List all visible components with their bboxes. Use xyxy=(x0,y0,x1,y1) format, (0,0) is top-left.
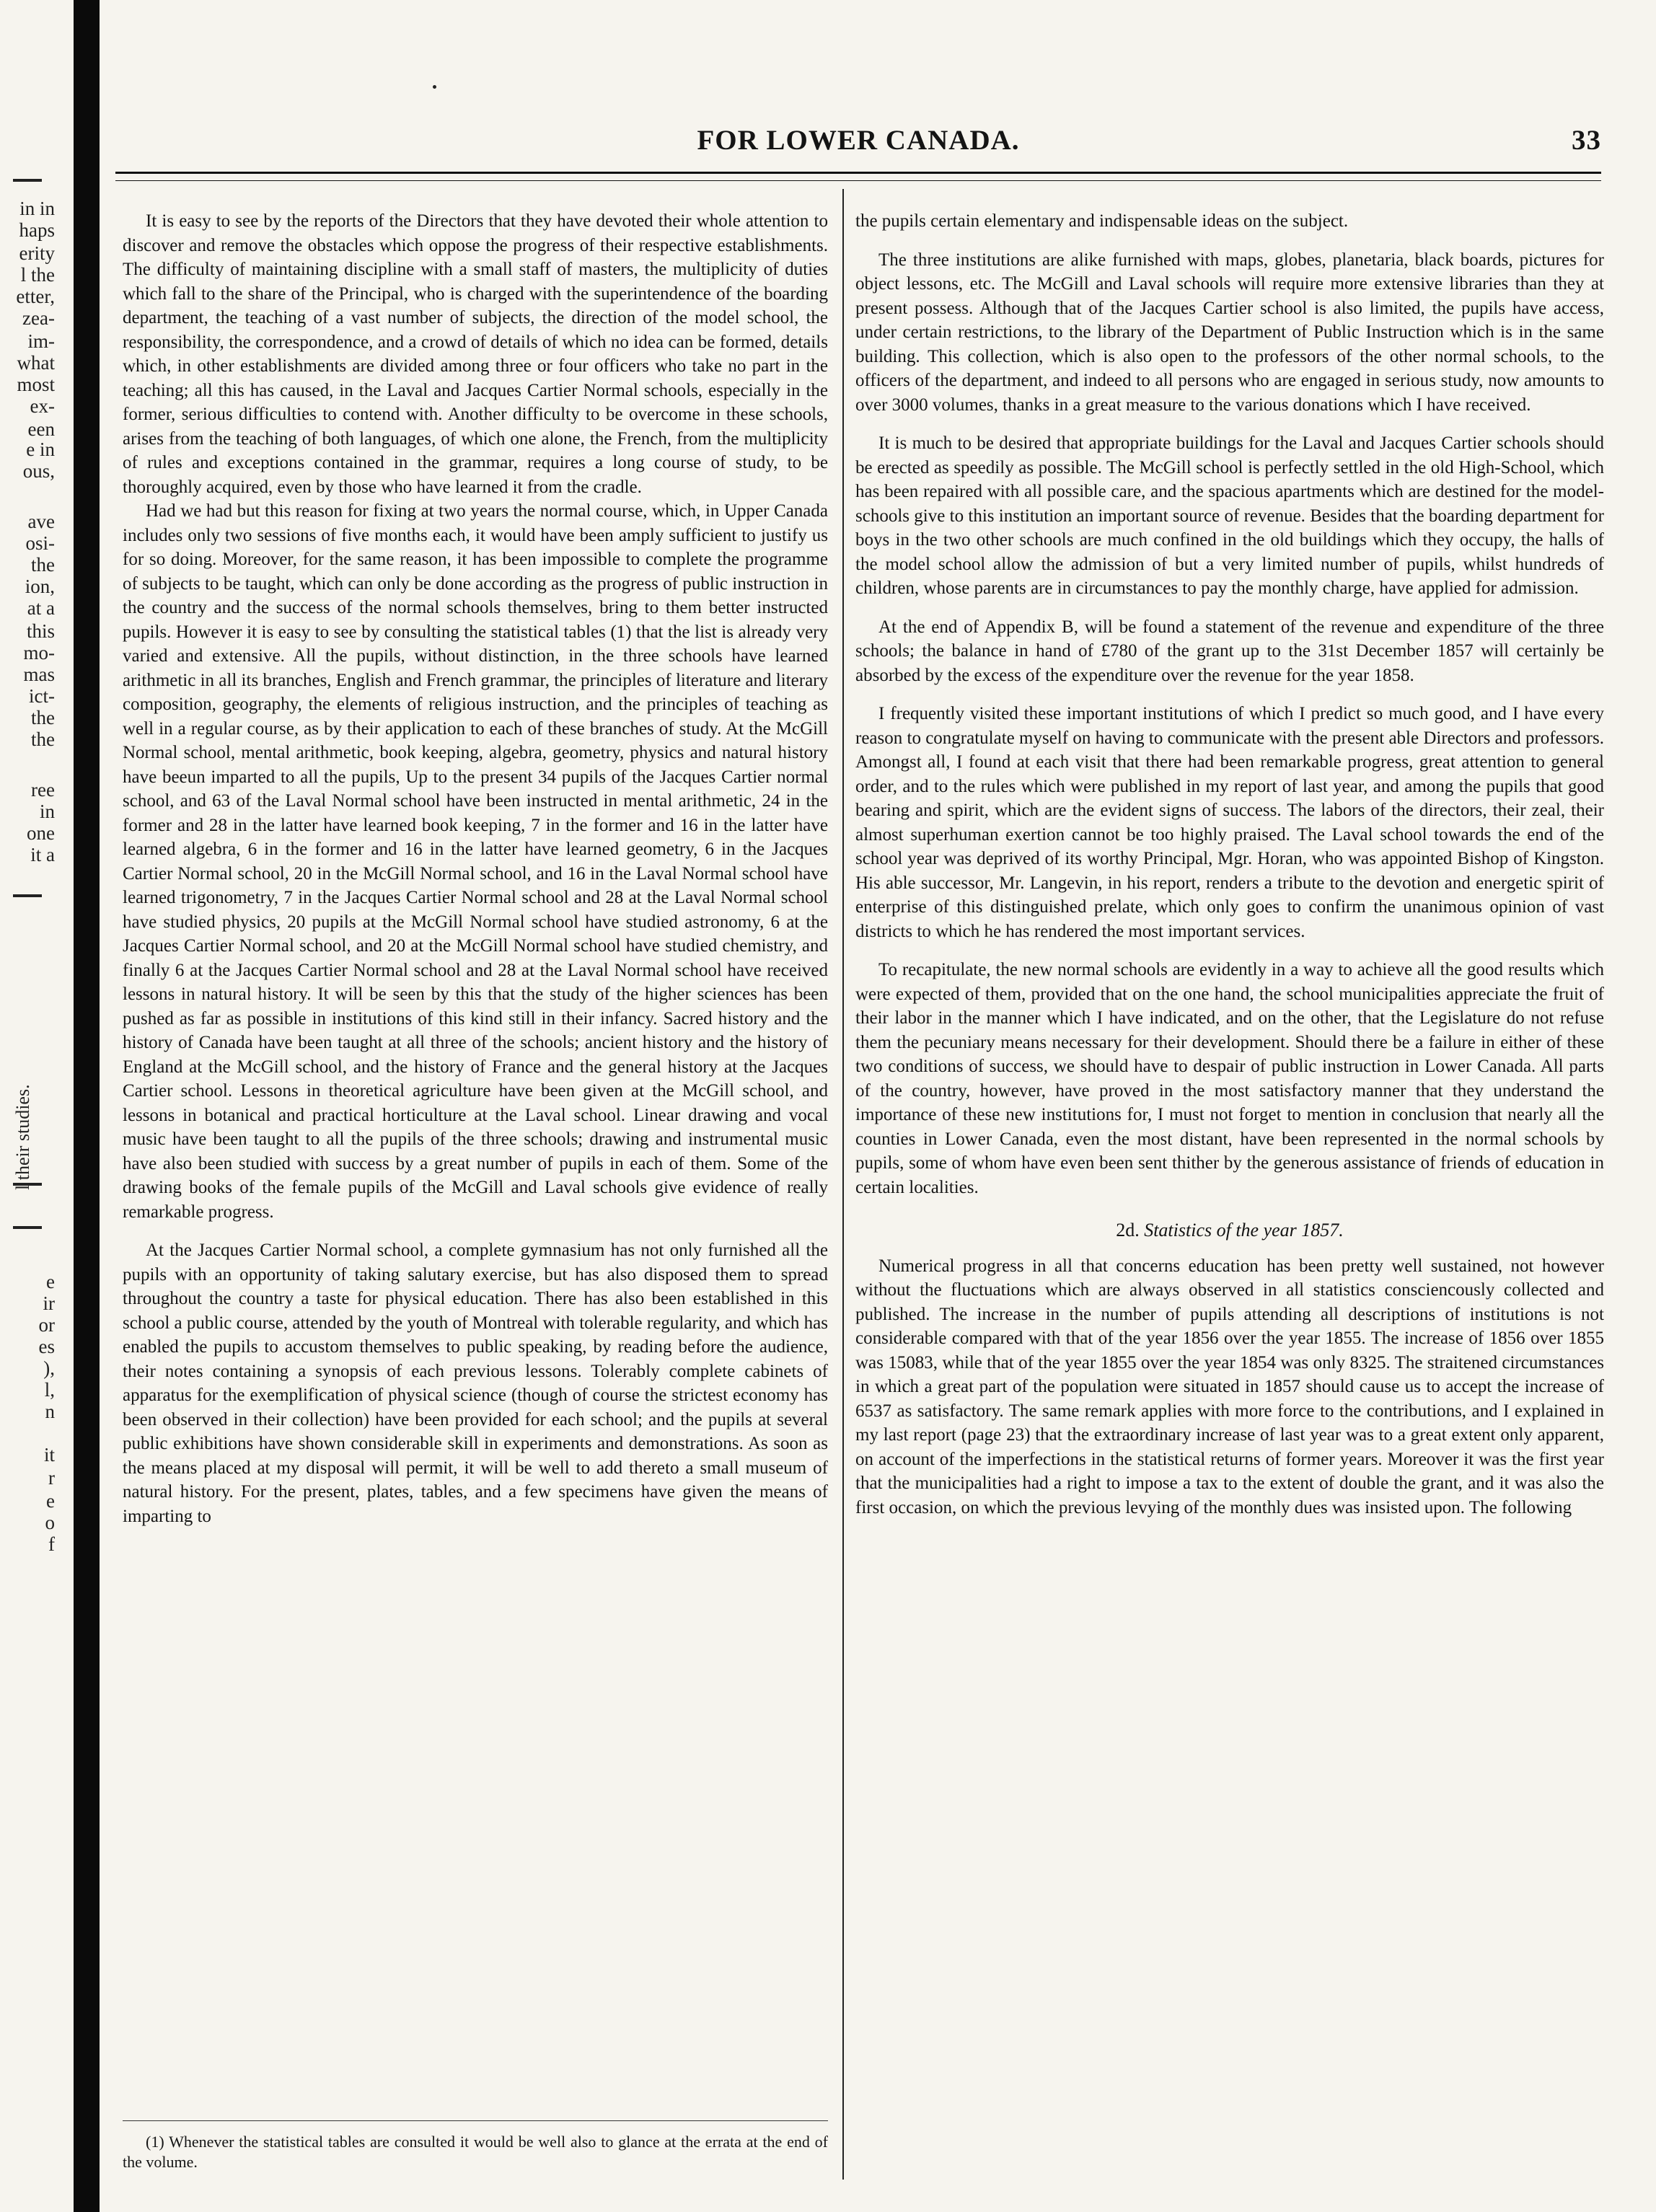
page-number: 33 xyxy=(1572,125,1601,156)
section-number: 2d. xyxy=(1116,1220,1140,1241)
gutter-vertical-text: l their studies. xyxy=(12,1084,33,1190)
gutter-dash xyxy=(13,894,42,897)
running-title: FOR LOWER CANADA. xyxy=(697,125,1020,156)
right-column xyxy=(855,209,1604,2185)
gutter-fragment: een xyxy=(27,418,55,440)
right-paragraph-6: To recapitulate, the new normal schools are evidently in a way to achieve all the good results which were expected of them, provided that on the one hand, the school municipalities appreciate the fruit of their labor in the manner which I have indicated, and on the other, that the Legislature do not refuse them the pecuniary means necessary for their development. Should there be a failure in either of these two conditions of success, we should have to despair of public instruction in Lower Canada. All parts of the country, however, have proved in the most satisfactory manner that they understand the importance of these new institutions for, I must not forget to mention in conclusion that nearly all the counties in Lower Canada, even the most distant, have been represented in the normal schools by pupils, some of whom have even been sent thither by the generous assistance of friends of education in certain localities. xyxy=(855,960,1604,1197)
gutter-fragment: ir xyxy=(43,1292,55,1314)
right-paragraph-1: the pupils certain elementary and indispensable ideas on the subject. xyxy=(855,211,1349,231)
right-paragraph-4: At the end of Appendix B, will be found a statement of the revenue and expenditure of the three schools; the balance in hand of £780 of the grant up to the 31st December 1857 will certainly be absorbed by the excess of the expenditure over the revenue for the year 1858. xyxy=(855,617,1604,685)
right-paragraph-5: I frequently visited these important institutions of which I predict so much good, and I have every reason to congratulate myself on having to communicate with the present able Directors and professors. Amongst all, I found at each visit that there had been remarkable progress, great attention to general order, and to the rules which were published in my report of last year, and among the pupils that good bearing and spirit, which are the evident signs of success. The labors of the directors, their zeal, their almost superhuman exertion cannot be too highly praised. The Laval school towards the end of the school year was deprived of its worthy Principal, Mgr. Horan, who was appointed Bishop of Kingston. His able successor, Mr. Langevin, in his report, renders a tribute to the devotion and energetic spirit of enterprise of this distinguished prelate, which only goes to confirm the unanimous opinion of vast districts to which he has rendered the most important services. xyxy=(855,704,1604,941)
column-divider xyxy=(842,189,844,2180)
section-title: Statistics of the year 1857. xyxy=(1144,1220,1344,1241)
gutter-fragment: osi- xyxy=(25,532,55,554)
gutter-fragment: zea- xyxy=(22,307,55,329)
running-header xyxy=(115,124,1601,164)
gutter-fragment: etter, xyxy=(16,286,55,307)
left-paragraph-1: It is easy to see by the reports of the Directors that they have devoted their whole attention to discover and remove the obstacles which oppose the progress of their respective establishments. The difficulty of maintaining discipline with a small staff of masters, the multiplicity of duties which fall to the share of the Principal, who is charged with the superintendence of the boarding department, the teaching of a vast number of subjects, the direction of the model school, the responsibility, the correspondence, and a crowd of details of which no idea can be formed, details which, in other establishments are divided among three or four officers who take no part in the teaching; all this has caused, in the Laval and Jacques Cartier Normal schools, especially in the former, serious difficulties to contend with. Another difficulty to be overcome in these schools, arises from the teaching of both languages, of which one alone, the French, from the multiplicity of rules and exceptions contained in the grammar, requires a long course of study, to be thoroughly acquired, even by those who have learned it from the cradle. xyxy=(123,211,828,497)
left-column xyxy=(123,209,828,2142)
right-paragraph-3: It is much to be desired that appropriate buildings for the Laval and Jacques Cartier schools should be erected as speedily as possible. The McGill school is perfectly settled in the old High-School, which has been repaired with all possible care, and the spacious apartments which are destined for the model-schools give to this institution an important source of revenue. Besides that the boarding department for boys in the two other schools are much confined in the old buildings which they occupy, the halls of the model school allow the admission of but a very limited number of pupils, whilst hundreds of children, whose parents are in circumstances to pay the monthly charge, have applied for admission. xyxy=(855,433,1604,598)
gutter-fragment: im- xyxy=(27,330,55,352)
gutter-fragment: the xyxy=(31,707,55,728)
gutter-fragment: in xyxy=(39,801,55,822)
gutter-fragment: one xyxy=(27,822,55,844)
gutter-fragment: most xyxy=(17,374,55,395)
gutter-fragment: haps xyxy=(19,219,55,241)
section-heading xyxy=(855,1218,1604,1243)
gutter-fragment: e xyxy=(46,1490,55,1512)
gutter-fragment: this xyxy=(26,620,55,642)
gutter-fragment: ave xyxy=(27,511,55,532)
adjacent-page-gutter xyxy=(0,0,59,2212)
gutter-fragment: n xyxy=(45,1401,55,1422)
gutter-fragment: ex- xyxy=(30,395,55,417)
section-paragraph-1: Numerical progress in all that concerns education has been pretty well sustained, not however without the fluctuations which are always observed in all statistics consciencously collected and published. The increase in the number of pupils attending all descriptions of institutions is not considerable compared with that of the year 1856 over the year 1855. The increase of 1856 over 1855 was 15083, while that of the year 1855 over the year 1854 was only 8325. The straitened circumstances in which a great part of the population were situated in 1857 should cause us to accept the increase of 6537 as satisfactory. The same remark applies with more force to the contributions, and I explained in my last report (page 23) that the extraordinary increase of last year was to a great extent only apparent, on account of the imperfections in the statistical returns of former years. Moreover it was the first year that the municipalities had a right to impose a tax to the extent of double the grant, and it was also the first occasion, on which the previous levying of the monthly dues was insisted upon. The following xyxy=(855,1256,1604,1517)
gutter-fragment: what xyxy=(17,352,55,374)
gutter-fragment: ict- xyxy=(29,685,55,707)
gutter-dash xyxy=(13,1226,42,1229)
gutter-fragment: r xyxy=(48,1467,55,1489)
gutter-fragment: l the xyxy=(20,264,55,286)
gutter-fragment: erity xyxy=(19,242,55,264)
gutter-fragment: at a xyxy=(27,597,55,619)
gutter-fragment: es xyxy=(38,1336,55,1357)
left-paragraph-2: Had we had but this reason for fixing at two years the normal course, which, in Upper Canada includes only two sessions of five months each, it would have been amply sufficient to justify us for so doing. Moreover, for the same reason, it has been impossible to complete the programme of subjects to be taught, which can only be done according as the progress of public instruction in the country and the success of the normal schools themselves, bring to them better instructed pupils. However it is easy to see by consulting the statistical tables (1) that the list is already very varied and extensive. All the pupils, without distinction, in the three schools have learned arithmetic in all its branches, English and French grammar, the principles of literature and literary composition, geography, the elements of religious instruction, and the principles of teaching as well in a regular course, as by their application to each of these branches of study. At the McGill Normal school, mental arithmetic, book keeping, algebra, geometry, physics and natural history have beeun imparted to all the pupils, Up to the present 34 pupils of the Jacques Cartier normal school, and 63 of the Laval Normal school have been instructed in mental arithmetic, 24 in the former and 28 in the latter have learned book keeping, 7 in the former and 16 in the latter have learned algebra, 6 in the former and 16 in the latter have learned geometry, 6 in the Jacques Cartier Normal school, 20 in the McGill Normal school, and 16 in the Laval Normal school have learned trigonometry, 7 in the Jacques Cartier Normal school and 28 at the Laval Normal school have studied physics, 20 pupils at the McGill Normal school have studied astronomy, 6 at the Jacques Cartier Normal school, and 20 at the McGill Normal school have studied chemistry, and finally 6 at the Jacques Cartier Normal school and 28 at the Laval Normal school have received lessons in natural history. It will be seen by this that the study of the higher sciences has been pushed as far as possible in institutions of this kind still in their infancy. Sacred history and the history of Canada have been taught at all three of the schools; ancient history and the history of England at the McGill school, and the history of France and the general history at the Jacques Cartier school. Lessons in theoretical agriculture have been given at the McGill school, and lessons in botanical and practical horticulture at the Laval school. Linear drawing and vocal music have been taught to all the pupils of the three schools; drawing and instrumental music have also been studied with success by a great number of pupils in each of them. Some of the drawing books of the female pupils of the McGill and Laval schools give evidence of really remarkable progress. xyxy=(123,501,828,1222)
gutter-fragment: mo- xyxy=(23,642,55,664)
gutter-fragment: e in xyxy=(26,439,55,460)
gutter-fragment: in in xyxy=(19,198,55,219)
gutter-fragment: f xyxy=(48,1533,55,1555)
gutter-dash xyxy=(13,179,42,182)
gutter-fragment: or xyxy=(38,1314,55,1336)
gutter-fragment: ), xyxy=(43,1357,55,1379)
book-spine-shadow xyxy=(74,0,100,2212)
gutter-fragment: it a xyxy=(30,844,55,865)
left-paragraph-3: At the Jacques Cartier Normal school, a complete gymnasium has not only furnished all the pupils with an opportunity of taking salutary exercise, but has also disposed them to spread throughout the country a taste for physical education. There has also been established in this school a public course, attended by the youth of Montreal with tolerable regularity, and which has enabled the pupils to accustom themselves to public speaking, by reading before the audience, their notes containing a synopsis of each previous lessons. Tolerably complete cabinets of apparatus for the exemplification of physical science (though of course the strictest economy has been observed in their collection) have been provided for each school; and the pupils at several public exhibitions have shown considerable skill in experiments and demonstrations. As soon as the means placed at my disposal will permit, it will be well to add thereto a small museum of natural history. For the present, plates, tables, and a few specimens have given the means of imparting to xyxy=(123,1241,828,1526)
gutter-fragment: l, xyxy=(44,1379,55,1401)
gutter-fragment: ree xyxy=(31,779,55,801)
gutter-fragment: mas xyxy=(23,664,55,685)
gutter-fragment: e xyxy=(46,1271,55,1292)
gutter-fragment: o xyxy=(45,1512,55,1533)
header-rule-thin xyxy=(115,180,1601,181)
header-rule-thick xyxy=(115,172,1601,174)
gutter-fragment: it xyxy=(43,1444,55,1466)
footnote: (1) Whenever the statistical tables are consulted it would be well also to glance at the errata at the end of the volume. xyxy=(123,2133,828,2171)
gutter-fragment: the xyxy=(31,728,55,750)
print-speck xyxy=(433,85,436,89)
gutter-fragment: ous, xyxy=(22,460,55,482)
gutter-fragment: ion, xyxy=(25,576,55,597)
gutter-fragment: the xyxy=(31,554,55,576)
right-paragraph-2: The three institutions are alike furnished with maps, globes, planetaria, black boards, pictures for object lessons, etc. The McGill and Laval schools will require more extensive libraries than they at present possess. Although that of the Jacques Cartier school is also limited, the pupils have access, under certain restrictions, to the library of the Department of Public Instruction which is in the same building. This collection, which is also open to the professors of the other normal schools, to the officers of the department, and indeed to all persons who are engaged in serious study, now amounts to over 3000 volumes, thanks in a great measure to the various donations which I have received. xyxy=(855,250,1604,415)
footnote-rule xyxy=(123,2120,828,2121)
